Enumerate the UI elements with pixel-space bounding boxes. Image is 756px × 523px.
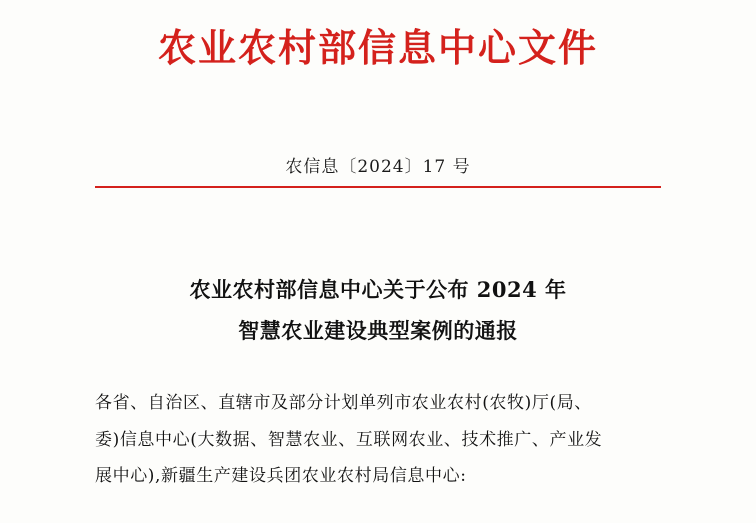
- body-line-1: 各省、自治区、直辖市及部分计划单列市农业农村(农牧)厅(局、: [95, 393, 592, 413]
- document-number: 农信息〔2024〕17 号: [285, 157, 471, 177]
- document-title-line-1: 农业农村部信息中心关于公布 2024 年: [189, 277, 567, 302]
- masthead-title: 农业农村部信息中心文件: [157, 25, 598, 70]
- red-divider-rule: [95, 186, 661, 188]
- body-line-3: 展中心),新疆生产建设兵团农业农村局信息中心:: [95, 466, 467, 487]
- document-masthead: [0, 24, 756, 72]
- document-title-line-2: 智慧农业建设典型案例的通报: [238, 317, 518, 343]
- document-title: [95, 270, 661, 352]
- document-body-addressee: [95, 385, 661, 495]
- body-line-2: 委)信息中心(大数据、智慧农业、互联网农业、技术推广、产业发: [95, 429, 603, 450]
